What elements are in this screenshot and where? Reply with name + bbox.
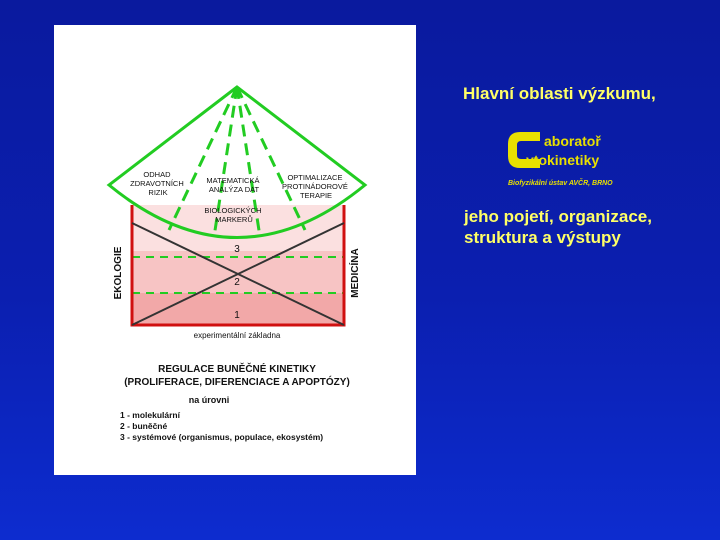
heading-line-2: (PROLIFERACE, DIFERENCIACE A APOPTÓZY) xyxy=(124,377,350,388)
laboratory-logo xyxy=(506,128,656,190)
level-3-label: 3 xyxy=(234,244,240,255)
subtitle-line-2: struktura a výstupy xyxy=(464,228,621,247)
figure-panel xyxy=(54,25,416,475)
level-2-label: 2 xyxy=(234,277,240,288)
label-ekologie: EKOLOGIE xyxy=(113,246,124,300)
box-optimalizace: OPTIMALIZACE PROTINÁDOROVÉ TERAPIE xyxy=(282,173,348,200)
subtitle-line-1: jeho pojetí, organizace, xyxy=(464,207,652,226)
logo-subtitle: Biofyzikální ústav AVČR, BRNO xyxy=(508,180,613,187)
legend-item-3: 3 - systémové (organismus, populace, ekosystém) xyxy=(120,432,324,442)
heading-line-3: na úrovni xyxy=(188,395,230,405)
heading-line-1: REGULACE BUNĚČNÉ KINETIKY xyxy=(158,364,316,375)
legend-item-2: 2 - buněčné xyxy=(120,421,168,431)
base-label: experimentální základna xyxy=(193,331,281,340)
box-odhad: ODHAD ZDRAVOTNÍCH RIZIK xyxy=(130,170,184,197)
slide-subtitle xyxy=(464,206,704,248)
research-diagram xyxy=(54,25,416,475)
logo-line-2: ytokinetiky xyxy=(526,152,600,168)
logo-graphic xyxy=(506,128,656,190)
legend-item-1: 1 - molekulární xyxy=(120,410,180,420)
box-matematicka: MATEMATICKÁ ANALÝZA DAT xyxy=(206,176,260,194)
box-biologicke: BIOLOGICKÝCH MARKERŮ xyxy=(204,206,262,224)
level-1-label: 1 xyxy=(234,310,240,321)
label-medicina: MEDICÍNA xyxy=(350,248,361,298)
logo-line-1: aboratoř xyxy=(544,133,601,149)
slide-title: Hlavní oblasti výzkumu, xyxy=(463,84,656,103)
